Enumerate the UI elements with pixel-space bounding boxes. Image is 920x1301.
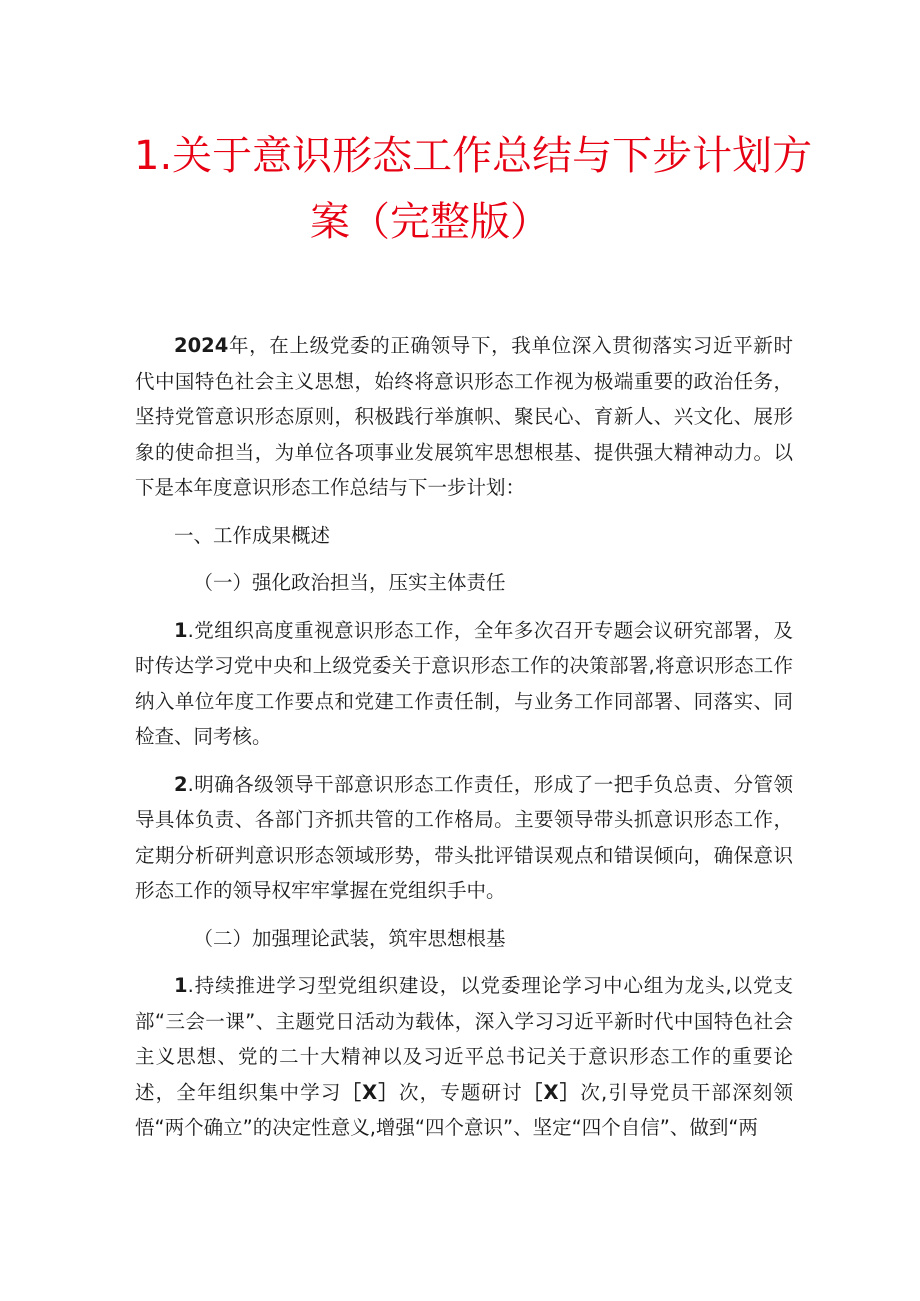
item-text: .党组织高度重视意识形态工作，全年多次召开专题会议研究部署，及时传达学习党中央和上级党委关于意识形态工作的决策部署,将意识形态工作纳入单位年度工作要点和党建工作责任制，与业务工作同部署、同落实、同检查、同考核。 — [135, 618, 793, 748]
list-item — [135, 767, 793, 909]
item-number: 2 — [174, 772, 188, 796]
item-number: 1 — [174, 974, 188, 997]
document-title — [120, 128, 820, 250]
item-number: 1 — [174, 618, 188, 642]
item-text: 次,引导党员干部深刻领悟“两个确立”的决定性意义,增强“四个意识”、坚定“四个自信”、做到“两 — [135, 1080, 793, 1139]
placeholder-count: ［X］ — [522, 1080, 581, 1104]
intro-year: 2024 — [174, 334, 229, 357]
title-line-2: 案（完整版） — [310, 199, 550, 245]
placeholder-count: ［X］ — [341, 1080, 399, 1104]
subsection-heading-1: （一）强化政治担当，压实主体责任 — [193, 571, 506, 594]
title-line-1: 1.关于意识形态工作总结与下步计划方 — [134, 133, 813, 179]
item-text: 次，专题研讨 — [398, 1080, 523, 1104]
document-body — [135, 328, 793, 1146]
subsection-heading-2: （二）加强理论武装，筑牢思想根基 — [193, 926, 506, 950]
section-heading-1: 一、工作成果概述 — [174, 523, 331, 547]
list-item — [135, 968, 793, 1146]
intro-text: 年，在上级党委的正确领导下，我单位深入贯彻落实习近平新时代中国特色社会主义思想，始终将意识形态工作视为极端重要的政治任务，坚持党管意识形态原则，积极践行举旗帜、聚民心、育新人、兴文化、展形象的使命担当，为单位各项事业发展筑牢思想根基、提供强大精神动力。以下是本年度意识形态工作总结与下一步计划： — [135, 334, 793, 499]
item-text: .持续推进学习型党组织建设，以党委理论学习中心组为龙头,以党支部“三会一课”、主题党日活动为载体，深入学习习近平新时代中国特色社会主义思想、党的二十大精神以及习近平总书记关于意识形态工作的重要论述，全年组织集中学习 — [135, 974, 793, 1104]
intro-paragraph — [135, 328, 793, 506]
list-item — [135, 613, 793, 755]
item-text: .明确各级领导干部意识形态工作责任，形成了一把手负总责、分管领导具体负责、各部门齐抓共管的工作格局。主要领导带头抓意识形态工作，定期分析研判意识形态领域形势，带头批评错误观点和错误倾向，确保意识形态工作的领导权牢牢掌握在党组织手中。 — [135, 772, 793, 902]
